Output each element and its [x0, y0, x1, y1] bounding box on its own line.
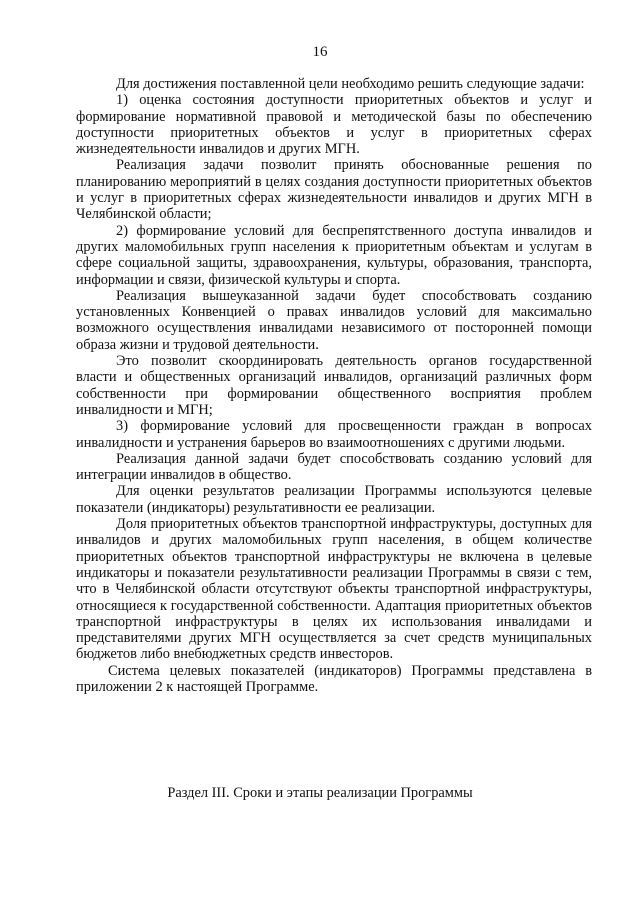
section-heading: Раздел III. Сроки и этапы реализации Программы [167, 785, 473, 801]
paragraph-task-1-result: Реализация задачи позволит принять обоснованные решения по планированию мероприятий в целях создания доступности приоритетных объектов и услуг в приоритетных сферах жизнедеятельности инвалидов и других МГН в Челябинской области; [76, 157, 592, 223]
paragraph-task-3-result: Реализация данной задачи будет способствовать созданию условий для интеграции инвалидов в общество. [76, 450, 592, 484]
paragraph-task-2: 2) формирование условий для беспрепятственного доступа инвалидов и других маломобильных групп населения к приоритетным объектам и услугам в сфере социальной защиты, здравоохранения, культуры, образования, транспорта, информации и связи, физической культуры и спорта. [76, 222, 592, 288]
paragraph-task-2-result: Реализация вышеуказанной задачи будет способствовать созданию установленных Конвенцией о правах инвалидов условий для максимально возможного осуществления инвалидами независимого от посторонней помощи образа жизни и трудовой деятельности. [76, 287, 592, 353]
paragraph-task-1: 1) оценка состояния доступности приоритетных объектов и услуг и формирование нормативной правовой и методической базы по обеспечению доступности приоритетных объектов и услуг в приоритетных сферах жизнедеятельности инвалидов и других МГН. [76, 92, 592, 158]
document-body [76, 76, 592, 695]
paragraph-indicators: Для оценки результатов реализации Программы используются целевые показатели (индикаторы) результативности ее реализации. [76, 483, 592, 516]
paragraph-transport: Доля приоритетных объектов транспортной инфраструктуры, доступных для инвалидов и других маломобильных групп населения, в общем количестве приоритетных объектов транспортной инфраструктуры не включена в целевые индикаторы и показатели результативности реализации Программы в связи с тем, что в Челябинской области отсутствуют объекты транспортной инфраструктуры, относящиеся к государственной собственности. Адаптация приоритетных объектов транспортной инфраструктуры в целях их использования инвалидами и представителями других МГН осуществляется за счет средств муниципальных бюджетов либо внебюджетных средств инвесторов. [76, 516, 592, 663]
page-number: 16 [312, 44, 328, 60]
paragraph-task-3: 3) формирование условий для просвещенности граждан в вопросах инвалидности и устранения барьеров во взаимоотношениях с другими людьми. [76, 418, 592, 451]
paragraph-coordination: Это позволит скоординировать деятельность органов государственной власти и общественных организаций инвалидов, организаций различных форм собственности при формировании общественного восприятия проблем инвалидности и МГН; [76, 353, 592, 418]
paragraph-intro: Для достижения поставленной цели необходимо решить следующие задачи: [116, 76, 585, 92]
paragraph-system: Система целевых показателей (индикаторов) Программы представлена в приложении 2 к настоящей Программе. [76, 662, 592, 695]
